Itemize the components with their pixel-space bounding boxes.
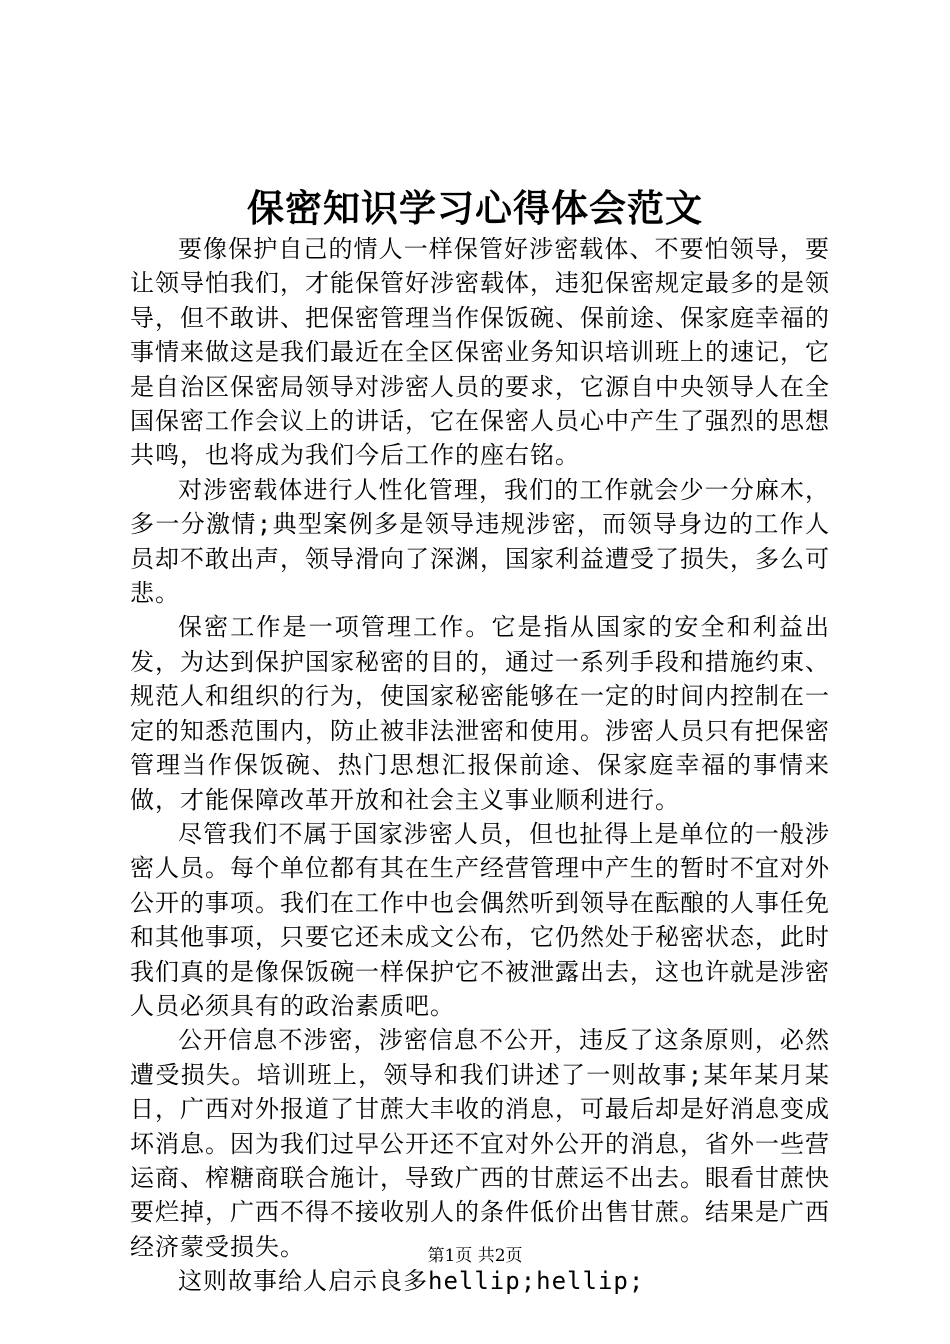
paragraph: 要像保护自己的情人一样保管好涉密载体、不要怕领导，要让领导怕我们，才能保管好涉密载体，违犯保密规定最多的是领导，但不敢讲、把保密管理当作保饭碗、保前途、保家庭幸福的事情来做这是我们最近在全区保密业务知识培训班上的速记，它是自治区保密局领导对涉密人员的要求，它源自中央领导人在全国保密工作会议上的讲话，它在保密人员心中产生了强烈的思想共鸣，也将成为我们今后工作的座右铭。: [130, 235, 830, 470]
paragraph: 尽管我们不属于国家涉密人员，但也扯得上是单位的一般涉密人员。每个单位都有其在生产经营管理中产生的暂时不宜对外公开的事项。我们在工作中也会偶然听到领导在酝酿的人事任免和其他事项，只要它还未成文公布，它仍然处于秘密状态，此时我们真的是像保饭碗一样保护它不被泄露出去，这也许就是涉密人员必须具有的政治素质吧。: [130, 819, 830, 1020]
paragraph: 对涉密载体进行人性化管理，我们的工作就会少一分麻木，多一分激情;典型案例多是领导违规涉密，而领导身边的工作人员却不敢出声，领导滑向了深渊，国家利益遭受了损失，多么可悲。: [130, 475, 830, 608]
page-number-footer: 第1页 共2页: [427, 1246, 523, 1266]
document-body: [130, 232, 830, 1299]
paragraph: 公开信息不涉密，涉密信息不公开，违反了这条原则，必然遭受损失。培训班上，领导和我们讲述了一则故事;某年某月某日，广西对外报道了甘蔗大丰收的消息，可最后却是好消息变成坏消息。因为我们过早公开还不宜对外公开的消息，省外一些营运商、榨糖商联合施计，导致广西的甘蔗运不出去。眼看甘蔗快要烂掉，广西不得不接收别人的条件低价出售甘蔗。结果是广西经济蒙受损失。: [130, 1026, 830, 1261]
paragraph: 这则故事给人启示良多hellip;hellip;: [178, 1267, 645, 1296]
document-title: 保密知识学习心得体会范文: [247, 186, 703, 230]
paragraph: 保密工作是一项管理工作。它是指从国家的安全和利益出发，为达到保护国家秘密的目的，通过一系列手段和措施约束、规范人和组织的行为，使国家秘密能够在一定的时间内控制在一定的知悉范围内，防止被非法泄密和使用。涉密人员只有把保密管理当作保饭碗、热门思想汇报保前途、保家庭幸福的事情来做，才能保障改革开放和社会主义事业顺利进行。: [130, 613, 830, 814]
